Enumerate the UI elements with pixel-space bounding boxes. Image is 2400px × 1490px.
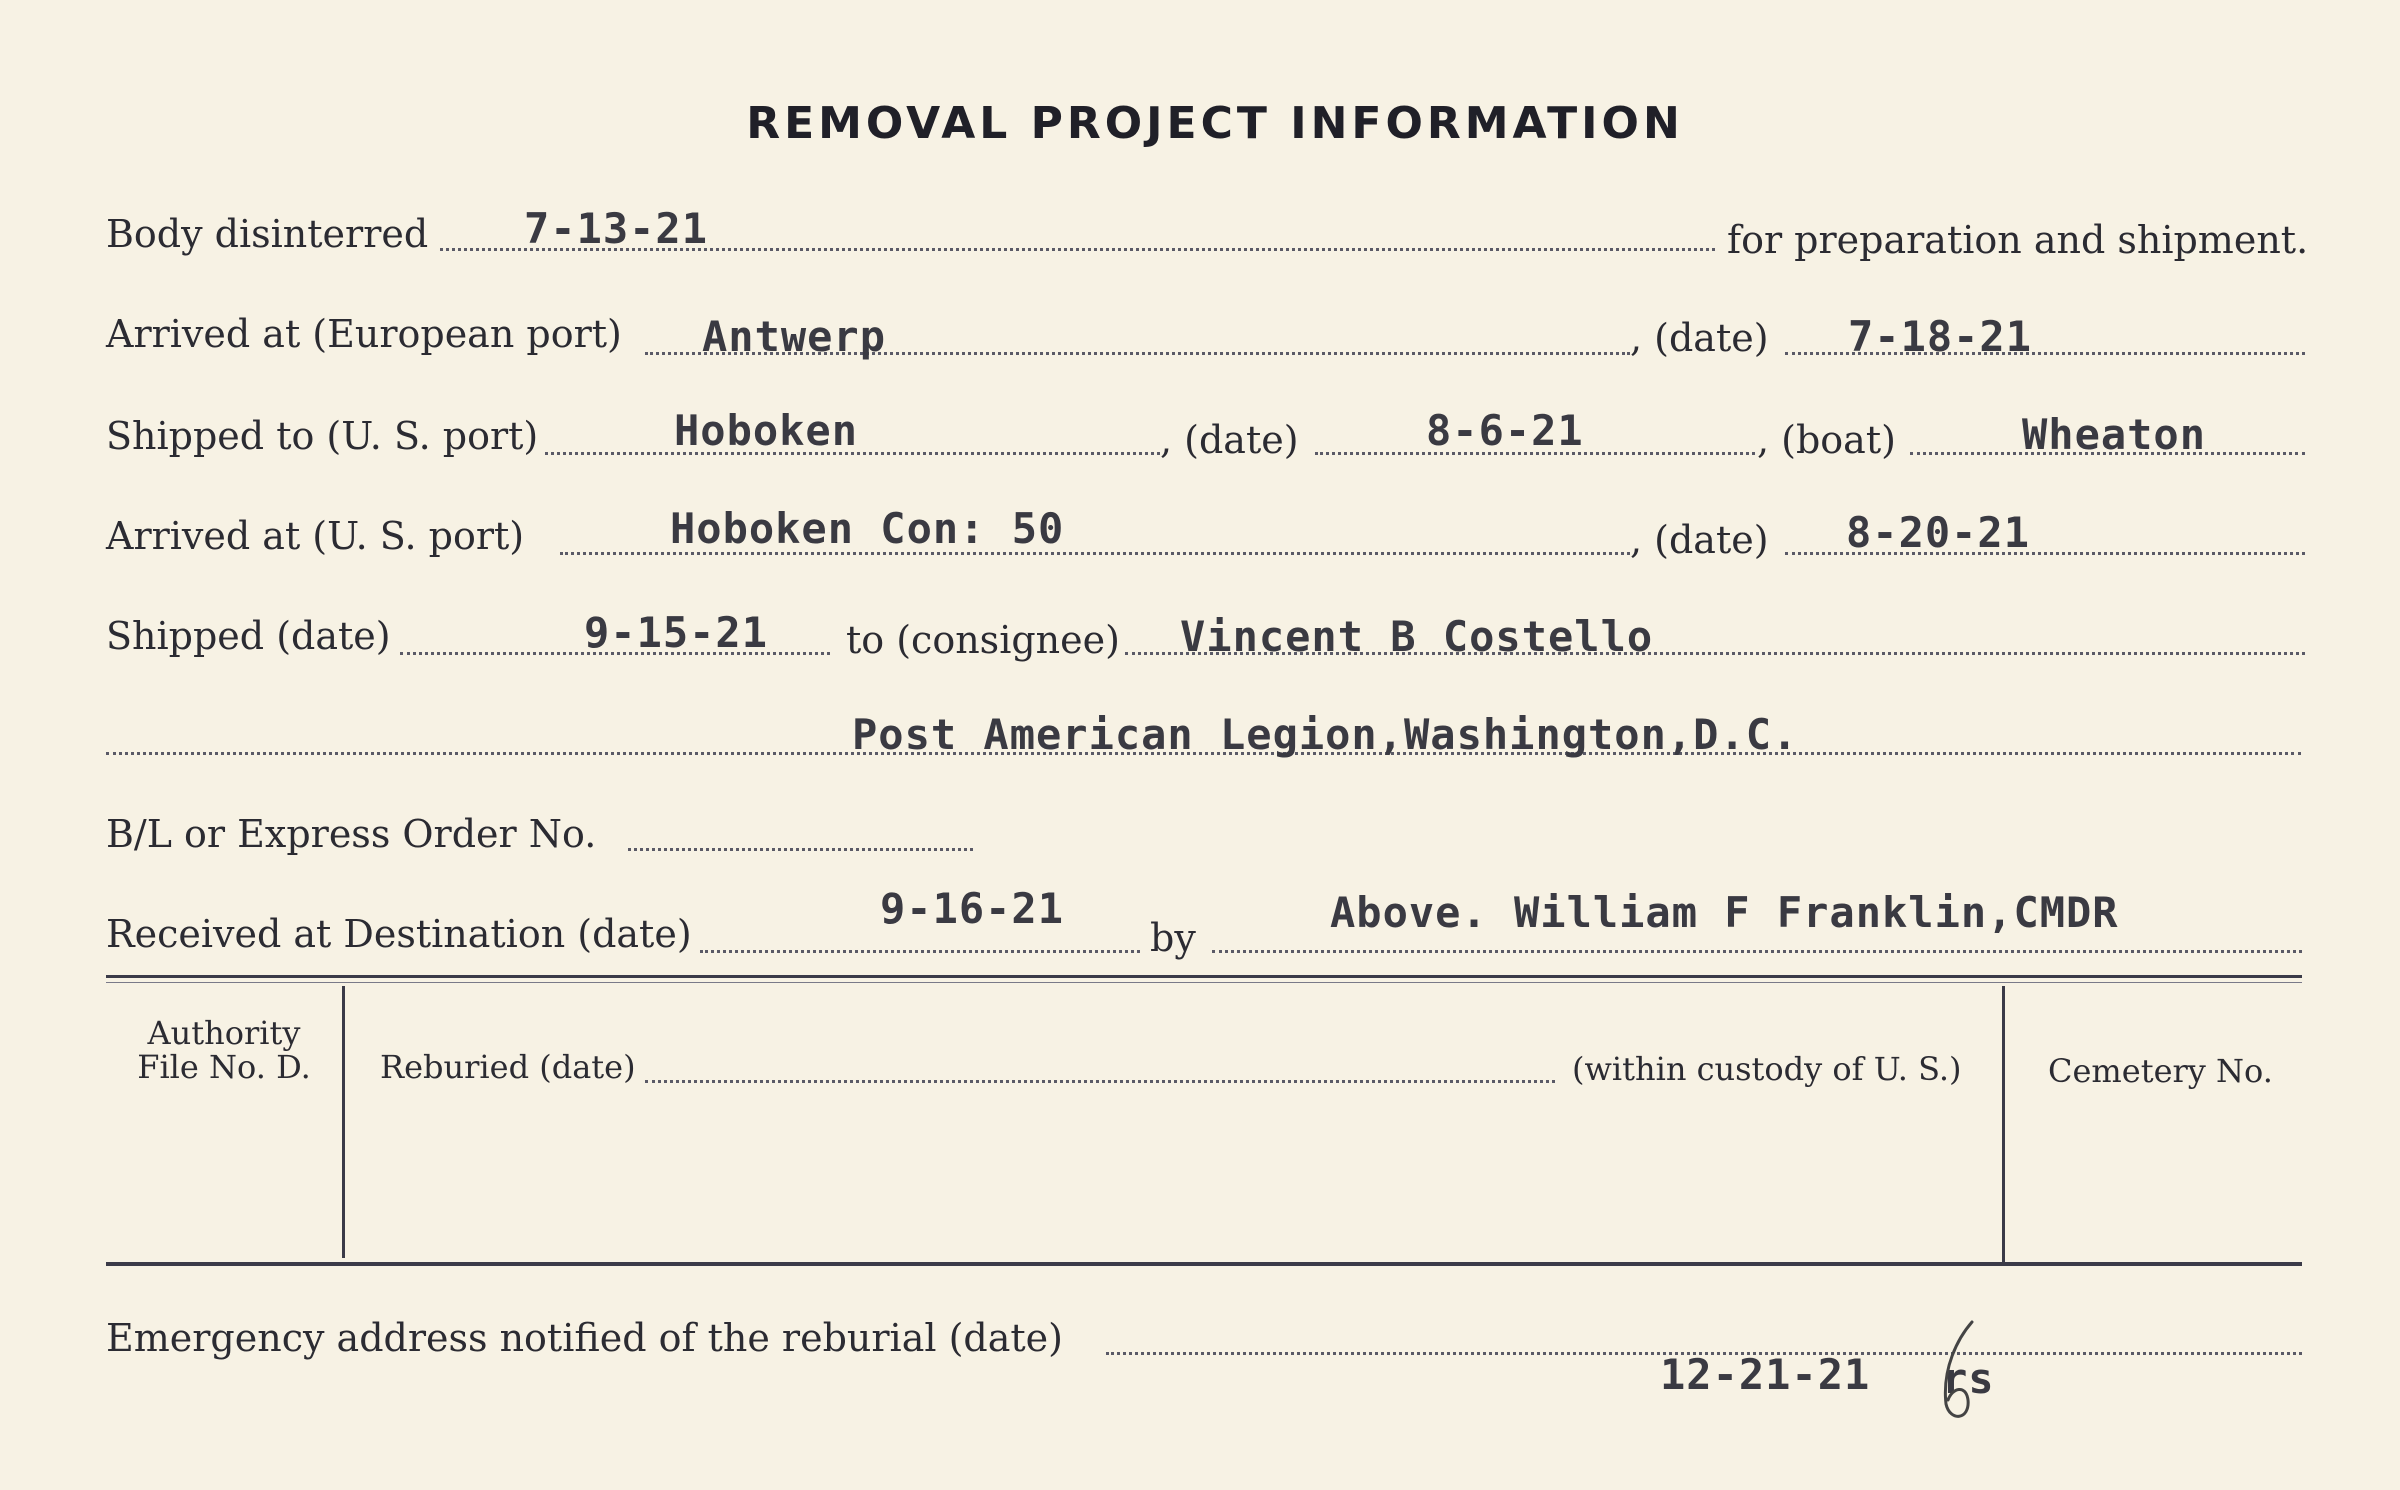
shipped-date-label: Shipped (date) xyxy=(106,614,391,658)
disinterred-label: Body disinterred xyxy=(106,212,429,256)
box-bottom-rule xyxy=(106,1262,2302,1266)
boat-value: Wheaton xyxy=(2022,410,2207,459)
received-by-line xyxy=(1212,950,2302,953)
received-date-value: 9-16-21 xyxy=(880,884,1065,933)
us-arrived-date-value: 8-20-21 xyxy=(1846,508,2031,557)
european-port-value: Antwerp xyxy=(702,312,887,361)
reburied-label: Reburied (date) xyxy=(380,1048,636,1086)
us-port-arrived-value: Hoboken Con: 50 xyxy=(670,504,1065,553)
us-port-arrived-label: Arrived at (U. S. port) xyxy=(106,514,525,558)
us-port-shipped-value: Hoboken xyxy=(674,406,859,455)
shipped-date-value: 9-15-21 xyxy=(584,608,769,657)
authority-label-line1: Authority xyxy=(147,1014,301,1052)
consignee-value: Vincent B Costello xyxy=(1180,612,1654,661)
received-by-label: by xyxy=(1150,916,1196,960)
received-label: Received at Destination (date) xyxy=(106,912,692,956)
us-port-shipped-label: Shipped to (U. S. port) xyxy=(106,414,539,458)
handwritten-mark-icon xyxy=(1938,1318,1978,1428)
disinterred-suffix: for preparation and shipment. xyxy=(1727,218,2309,262)
us-arrived-date-label: , (date) xyxy=(1630,518,1769,562)
boat-label: , (boat) xyxy=(1757,418,1896,462)
disinterred-value: 7-13-21 xyxy=(524,204,709,253)
initials-value: rs xyxy=(1942,1354,1995,1403)
card-title: REMOVAL PROJECT INFORMATION xyxy=(746,98,1684,149)
emergency-date-value: 12-21-21 xyxy=(1660,1350,1871,1399)
reburied-line xyxy=(645,1080,1555,1083)
box-top-rule-thin xyxy=(106,982,2302,983)
emergency-label: Emergency address notified of the reburial (date) xyxy=(106,1316,1063,1360)
authority-label-line2: File No. D. xyxy=(137,1048,311,1086)
received-date-line xyxy=(700,950,1140,953)
us-shipped-date-label: , (date) xyxy=(1160,418,1299,462)
european-port-label: Arrived at (European port) xyxy=(106,312,622,356)
bl-line xyxy=(628,848,973,851)
european-date-value: 7-18-21 xyxy=(1848,312,2033,361)
box-top-rule xyxy=(106,975,2302,978)
box-divider-right xyxy=(2002,986,2005,1266)
bl-label: B/L or Express Order No. xyxy=(106,812,597,856)
consignee-label: to (consignee) xyxy=(846,618,1120,662)
consignee-address-value: Post American Legion,Washington,D.C. xyxy=(852,710,1799,759)
us-shipped-date-value: 8-6-21 xyxy=(1426,406,1584,455)
received-by-value: Above. William F Franklin,CMDR xyxy=(1330,888,2119,937)
custody-label: (within custody of U. S.) xyxy=(1572,1050,1962,1088)
box-divider-left xyxy=(342,986,345,1258)
cemetery-label: Cemetery No. xyxy=(2048,1052,2273,1090)
european-date-label: , (date) xyxy=(1630,316,1769,360)
